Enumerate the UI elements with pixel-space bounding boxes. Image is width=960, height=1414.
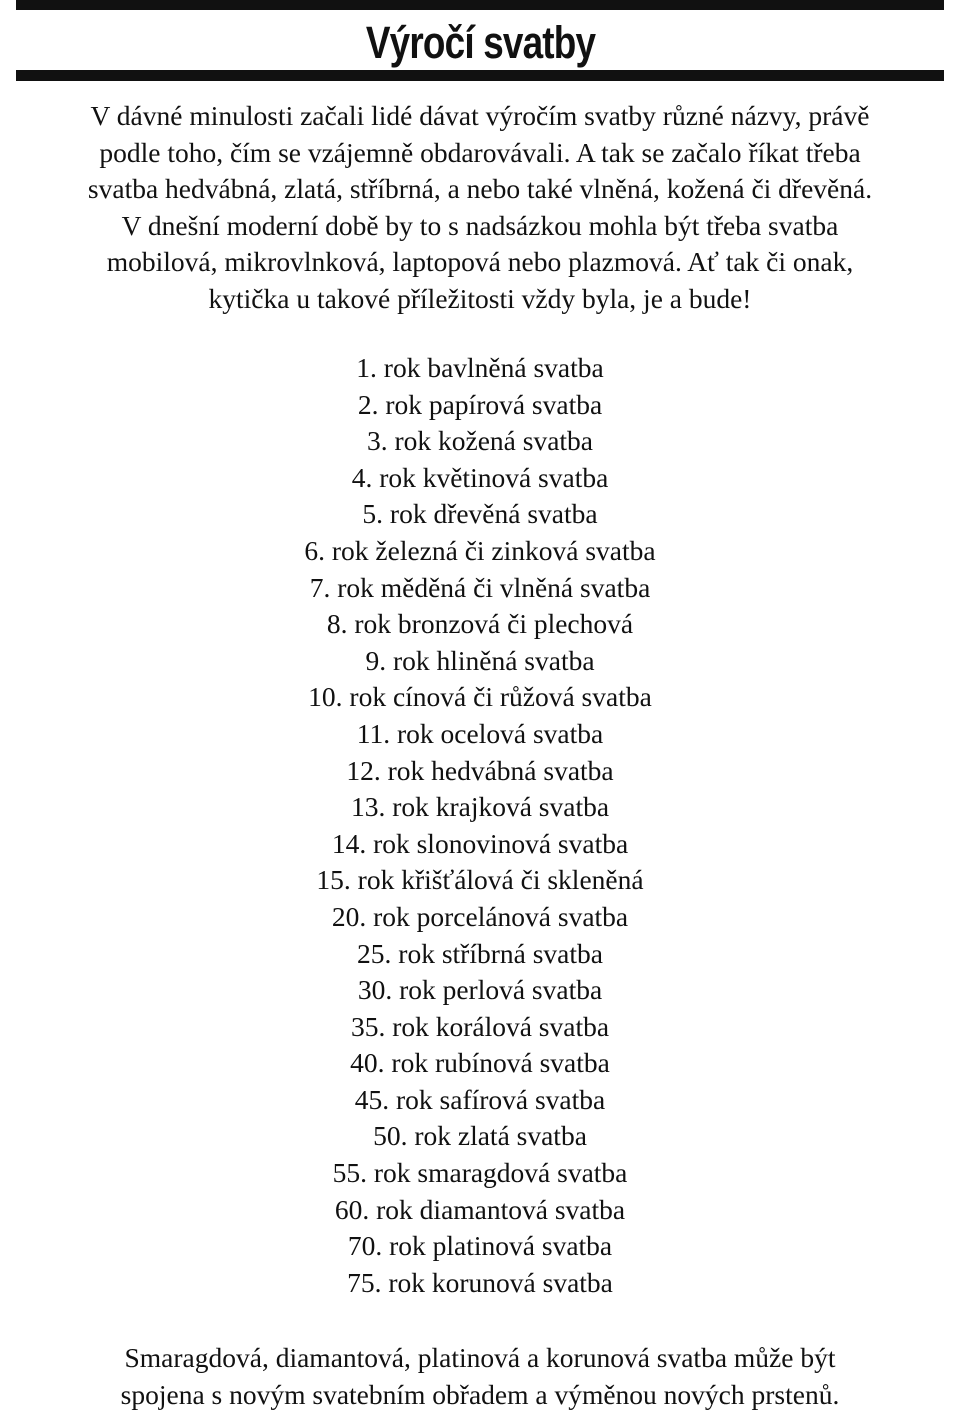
intro-line: svatba hedvábná, zlatá, stříbrná, a nebo také vlněná, kožená či dřevěná. bbox=[87, 173, 873, 204]
list-item: 2. rok papírová svatba bbox=[357, 388, 603, 420]
intro-line: V dávné minulosti začali lidé dávat výročím svatby různé názvy, právě bbox=[90, 100, 870, 131]
list-item: 12. rok hedvábná svatba bbox=[346, 754, 614, 786]
list-item: 75. rok korunová svatba bbox=[347, 1266, 613, 1298]
title-rule-bottom bbox=[16, 70, 944, 81]
list-item: 6. rok železná či zinková svatba bbox=[304, 534, 656, 566]
list-item: 7. rok měděná či vlněná svatba bbox=[309, 571, 651, 603]
list-item: 55. rok smaragdová svatba bbox=[332, 1157, 628, 1189]
list-item: 70. rok platinová svatba bbox=[347, 1230, 613, 1262]
intro-line: mobilová, mikrovlnková, laptopová nebo plazmová. Ať tak či onak, bbox=[106, 246, 854, 277]
anniversary-list bbox=[0, 350, 960, 1301]
page-title: Výročí svatby bbox=[365, 17, 596, 68]
list-item: 35. rok korálová svatba bbox=[350, 1010, 610, 1042]
list-item: 20. rok porcelánová svatba bbox=[331, 900, 629, 932]
list-item: 4. rok květinová svatba bbox=[351, 461, 609, 493]
intro-line: V dnešní moderní době by to s nadsázkou mohla být třeba svatba bbox=[121, 209, 839, 241]
list-item: 50. rok zlatá svatba bbox=[373, 1120, 587, 1152]
list-item: 11. rok ocelová svatba bbox=[356, 717, 604, 749]
list-item: 15. rok křišťálová či skleněná bbox=[316, 864, 644, 896]
list-item: 14. rok slonovinová svatba bbox=[331, 827, 629, 859]
list-item: 45. rok safírová svatba bbox=[354, 1083, 606, 1115]
list-item: 60. rok diamantová svatba bbox=[334, 1193, 626, 1225]
list-item: 40. rok rubínová svatba bbox=[350, 1047, 610, 1079]
list-item: 8. rok bronzová či plechová bbox=[326, 608, 634, 640]
list-item: 3. rok kožená svatba bbox=[366, 425, 594, 457]
intro-line: kytička u takové příležitosti vždy byla, je a bude! bbox=[208, 282, 752, 314]
list-item: 5. rok dřevěná svatba bbox=[362, 498, 598, 530]
list-item: 30. rok perlová svatba bbox=[357, 974, 603, 1006]
list-item: 25. rok stříbrná svatba bbox=[357, 937, 603, 969]
footer-line: spojena s novým svatebním obřadem a výměnou nových prstenů. bbox=[120, 1378, 840, 1410]
list-item: 9. rok hliněná svatba bbox=[365, 644, 595, 676]
list-item: 10. rok cínová či růžová svatba bbox=[308, 681, 652, 713]
footer-paragraph bbox=[0, 1340, 960, 1413]
title-rule-top bbox=[16, 0, 944, 10]
list-item: 1. rok bavlněná svatba bbox=[356, 352, 604, 383]
intro-line: podle toho, čím se vzájemně obdarovávali. A tak se začalo říkat třeba bbox=[99, 136, 861, 168]
intro-paragraph bbox=[0, 98, 960, 317]
list-item: 13. rok krajková svatba bbox=[350, 791, 610, 823]
footer-line: Smaragdová, diamantová, platinová a korunová svatba může být bbox=[124, 1342, 836, 1373]
